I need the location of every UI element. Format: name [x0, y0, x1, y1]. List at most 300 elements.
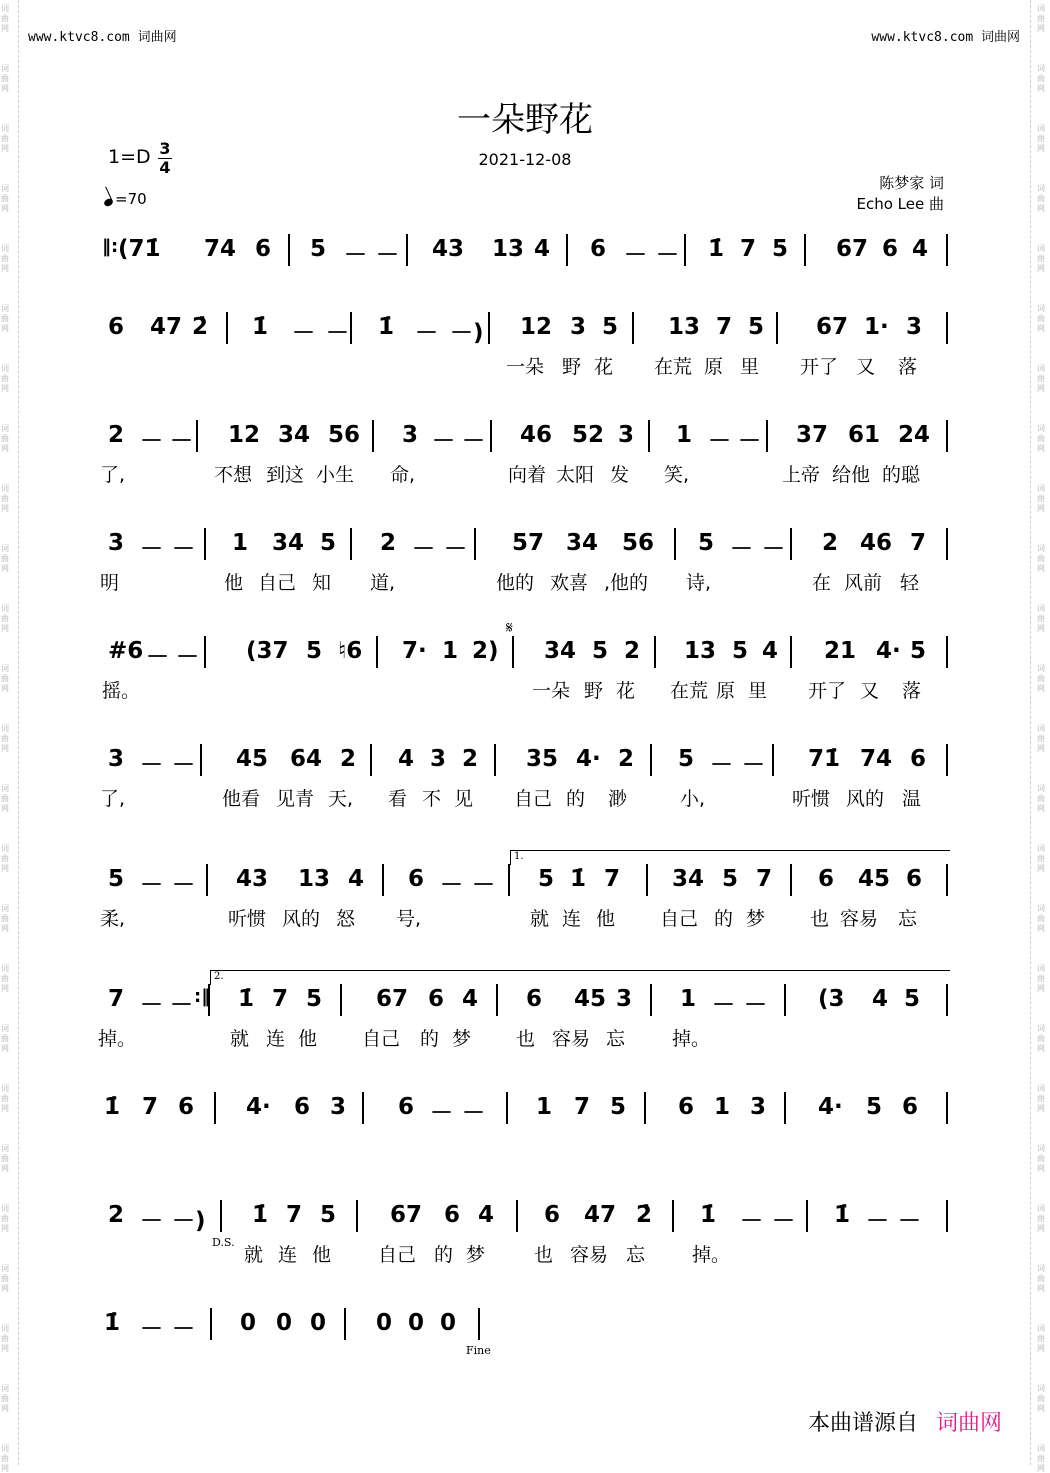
watermark-char: 网 [1, 1284, 9, 1293]
barline [684, 234, 686, 266]
lyric-word: 也 [516, 1028, 536, 1050]
note: 2 [624, 638, 641, 664]
note: 74 [860, 746, 893, 772]
barline [372, 420, 374, 452]
note: 5 [910, 638, 927, 664]
lyric-word: 野 [562, 356, 582, 378]
note: － [140, 428, 163, 454]
note: 2) [472, 638, 499, 664]
note: 3 [618, 422, 635, 448]
watermark-char: 词 [1, 304, 9, 313]
note: 46 [520, 422, 553, 448]
note: 2̇ [636, 1202, 653, 1228]
lyric-word: 也 [810, 908, 830, 930]
note: 3 [402, 422, 419, 448]
watermark-char: 词 [1037, 964, 1045, 973]
note: 5 [310, 236, 327, 262]
barline [946, 528, 948, 560]
lyric-word: 看 [388, 788, 408, 810]
watermark-char: 词 [1, 484, 9, 493]
barline [488, 312, 490, 344]
lyric-row [0, 460, 1050, 490]
watermark-char: 网 [1037, 1344, 1045, 1353]
watermark-char: 曲 [1, 494, 9, 503]
note: － [898, 1208, 921, 1234]
watermark-char: 词 [1, 1084, 9, 1093]
lyric-word: 风的 [846, 788, 885, 810]
note: 5 [722, 866, 739, 892]
watermark-char: 词 [1037, 1084, 1045, 1093]
barline [946, 312, 948, 344]
watermark-char: 网 [1037, 924, 1045, 933]
watermark-char: 曲 [1, 854, 9, 863]
lyric-word: 上帝 [782, 464, 821, 486]
note: 6 [882, 236, 899, 262]
watermark-char: 网 [1, 744, 9, 753]
watermark-char: 词 [1037, 1204, 1045, 1213]
lyric-word: 不 [422, 788, 442, 810]
note-row [0, 1310, 1050, 1350]
note: 34 [278, 422, 311, 448]
watermark-char: 词 [1037, 1324, 1045, 1333]
lyric-word: 野 [584, 680, 604, 702]
watermark-char: 网 [1, 264, 9, 273]
lyric-word: 小, [680, 788, 706, 810]
note: (3 [818, 986, 845, 1012]
note: － [738, 428, 761, 454]
ds-mark: D.S. [212, 1236, 235, 1249]
note: 4· [876, 638, 901, 664]
time-signature [158, 140, 172, 177]
watermark-char: 词 [1037, 244, 1045, 253]
watermark-char: 曲 [1037, 134, 1045, 143]
lyric-word: 忘 [626, 1244, 646, 1266]
note: 5 [698, 530, 715, 556]
lyric-word: 就 [230, 1028, 250, 1050]
watermark-char: 网 [1, 1164, 9, 1173]
note: 67 [390, 1202, 423, 1228]
note: － [140, 752, 163, 778]
note: 56 [622, 530, 655, 556]
lyric-word: 道, [370, 572, 396, 594]
barline [210, 1308, 212, 1340]
watermark-char: 曲 [1, 134, 9, 143]
watermark-char: 词 [1, 4, 9, 13]
note: 1̇ [238, 986, 255, 1012]
lyric-word: 他 [224, 572, 244, 594]
barline [946, 1200, 948, 1232]
footer-brand-link[interactable]: 词曲网 [935, 1411, 1002, 1436]
note: － [432, 428, 455, 454]
barline [226, 312, 228, 344]
note: 7 [604, 866, 621, 892]
watermark-char: 词 [1037, 544, 1045, 553]
watermark-char: 词 [1, 424, 9, 433]
watermark-char: 网 [1, 1344, 9, 1353]
note: － [656, 242, 679, 268]
watermark-char: 词 [1, 124, 9, 133]
watermark-char: 网 [1037, 624, 1045, 633]
barline [790, 636, 792, 668]
watermark-char: 网 [1, 24, 9, 33]
note: 2 [380, 530, 397, 556]
note: 13 [684, 638, 717, 664]
note: － [170, 992, 193, 1018]
barline [784, 1092, 786, 1124]
note: 52 [572, 422, 605, 448]
note: 6 [108, 314, 125, 340]
watermark-char: 曲 [1037, 914, 1045, 923]
note: ♮6 [338, 638, 363, 664]
note: － [624, 242, 647, 268]
note: － [866, 1208, 889, 1234]
note: 67 [376, 986, 409, 1012]
lyricist-credit: 陈梦家 词 [879, 174, 944, 192]
note: 5 [320, 530, 337, 556]
barline [566, 234, 568, 266]
note: － [412, 536, 435, 562]
note: 5 [306, 986, 323, 1012]
watermark-char: 网 [1, 1404, 9, 1413]
note: 7 [574, 1094, 591, 1120]
watermark-char: 词 [1, 904, 9, 913]
barline [946, 636, 948, 668]
barline [340, 984, 342, 1016]
barline [516, 1200, 518, 1232]
lyric-word: 掉。 [98, 1028, 137, 1050]
watermark-char: 曲 [1, 614, 9, 623]
note: 6 [902, 1094, 919, 1120]
site-url-left[interactable]: www.ktvc8.com 词曲网 [28, 30, 177, 45]
note: 6 [178, 1094, 195, 1120]
watermark-char: 曲 [1, 1334, 9, 1343]
watermark-char: 网 [1037, 804, 1045, 813]
barline [672, 1200, 674, 1232]
note: － [744, 992, 767, 1018]
note: 3 [616, 986, 633, 1012]
note: 2 [462, 746, 479, 772]
watermark-char: 曲 [1037, 1034, 1045, 1043]
barline [362, 1092, 364, 1124]
watermark-char: 曲 [1, 254, 9, 263]
lyric-word: 花 [616, 680, 636, 702]
note: 34 [672, 866, 705, 892]
volta-2: 2. [210, 970, 950, 985]
note: 7 [286, 1202, 303, 1228]
note: 1̇ [104, 1310, 121, 1336]
note: 3 [750, 1094, 767, 1120]
watermark-char: 曲 [1, 554, 9, 563]
lyric-word: 容易 [840, 908, 879, 930]
lyric-word: 连 [562, 908, 582, 930]
note: 1̇ [700, 1202, 717, 1228]
note: 6 [906, 866, 923, 892]
barline [506, 1092, 508, 1124]
watermark-char: 词 [1, 544, 9, 553]
lyric-row [0, 904, 1050, 934]
note: 2 [108, 422, 125, 448]
note: 6 [428, 986, 445, 1012]
note: 4 [462, 986, 479, 1012]
note: 1 [442, 638, 459, 664]
watermark-char: 曲 [1037, 734, 1045, 743]
watermark-char: 网 [1037, 264, 1045, 273]
watermark-char: 词 [1, 1204, 9, 1213]
watermark-char: 曲 [1037, 1094, 1045, 1103]
note-row [0, 866, 1050, 906]
note: 4 [478, 1202, 495, 1228]
lyric-word: 天, [328, 788, 354, 810]
note: 56 [328, 422, 361, 448]
barline [644, 1092, 646, 1124]
note: 7 [142, 1094, 159, 1120]
watermark-char: 词 [1037, 1024, 1045, 1033]
note: 3 [906, 314, 923, 340]
watermark-char: 网 [1037, 1284, 1045, 1293]
barline [494, 744, 496, 776]
note: － [462, 428, 485, 454]
note: 5 [602, 314, 619, 340]
note: 1̇ [104, 1094, 121, 1120]
watermark-char: 网 [1037, 1164, 1045, 1173]
lyric-word: 温 [902, 788, 922, 810]
lyric-word: 他 [312, 1244, 332, 1266]
lyric-word: 了, [100, 788, 126, 810]
watermark-char: 网 [1037, 1104, 1045, 1113]
lyric-word: 自己 [258, 572, 297, 594]
watermark-char: 网 [1, 564, 9, 573]
watermark-char: 曲 [1, 1154, 9, 1163]
note: 3 [108, 530, 125, 556]
lyric-word: 小生 [316, 464, 355, 486]
watermark-char: 曲 [1037, 794, 1045, 803]
watermark-char: 词 [1037, 364, 1045, 373]
barline [946, 864, 948, 896]
note: 1 [714, 1094, 731, 1120]
watermark-char: 网 [1, 444, 9, 453]
lyric-word: 的 [420, 1028, 440, 1050]
note: 7· [402, 638, 427, 664]
note: 37 [796, 422, 829, 448]
note: 6 [444, 1202, 461, 1228]
time-signature-bottom: 4 [159, 158, 171, 177]
lyric-word: 见青 [276, 788, 315, 810]
barline [650, 984, 652, 1016]
note: 71̇ [808, 746, 841, 772]
watermark-char: 词 [1037, 604, 1045, 613]
lyric-word: 摇。 [102, 680, 141, 702]
watermark-char: 曲 [1, 374, 9, 383]
watermark-char: 词 [1, 844, 9, 853]
note: 6 [678, 1094, 695, 1120]
watermark-char: 词 [1, 664, 9, 673]
watermark-char: 词 [1, 364, 9, 373]
lyric-word: 的 [566, 788, 586, 810]
note: － [140, 536, 163, 562]
lyric-word: 的 [434, 1244, 454, 1266]
lyric-word: 风前 [844, 572, 883, 594]
watermark-char: 网 [1037, 504, 1045, 513]
lyric-word: 的 [714, 908, 734, 930]
watermark-char: 词 [1, 64, 9, 73]
watermark-char: 词 [1037, 664, 1045, 673]
lyric-word: 笑, [664, 464, 690, 486]
note: 1 [680, 986, 697, 1012]
watermark-char: 曲 [1, 974, 9, 983]
watermark-char: 网 [1037, 684, 1045, 693]
watermark-char: 网 [1, 144, 9, 153]
barline [490, 420, 492, 452]
lyric-word: 也 [534, 1244, 554, 1266]
lyric-word: 容易 [552, 1028, 591, 1050]
note: 6 [910, 746, 927, 772]
watermark-char: 曲 [1037, 1394, 1045, 1403]
lyric-word: 忘 [898, 908, 918, 930]
lyric-word: 向着 [508, 464, 547, 486]
watermark-char: 曲 [1037, 974, 1045, 983]
note: － [172, 1316, 195, 1342]
watermark-char: 词 [1, 244, 9, 253]
lyric-word: 梦 [452, 1028, 472, 1050]
note: #6 [108, 638, 144, 664]
watermark-char: 网 [1037, 384, 1045, 393]
note: 4 [872, 986, 889, 1012]
note: 4 [348, 866, 365, 892]
tempo-marking [104, 190, 147, 208]
quarter-note-icon [103, 197, 114, 207]
lyric-word: 掉。 [692, 1244, 731, 1266]
watermark-char: 网 [1037, 1464, 1045, 1473]
lyric-word: 知 [312, 572, 332, 594]
note: 5 [320, 1202, 337, 1228]
note: 5 [306, 638, 323, 664]
barline [632, 312, 634, 344]
lyric-word: 忘 [606, 1028, 626, 1050]
note: 7 [740, 236, 757, 262]
note: － [170, 428, 193, 454]
lyric-word: 又 [856, 356, 876, 378]
lyric-word: 了, [100, 464, 126, 486]
watermark-char: 曲 [1037, 194, 1045, 203]
note-row [0, 1094, 1050, 1134]
note: 67 [836, 236, 869, 262]
lyric-word: 开了 [808, 680, 847, 702]
watermark-char: 词 [1037, 724, 1045, 733]
watermark-char: 词 [1, 1324, 9, 1333]
time-signature-top: 3 [159, 139, 171, 158]
note: 1̇ [252, 314, 269, 340]
barline [200, 744, 202, 776]
lyric-word: 号, [396, 908, 422, 930]
note: － [140, 872, 163, 898]
watermark-char: 词 [1, 784, 9, 793]
watermark-char: 曲 [1037, 1214, 1045, 1223]
note: 12 [520, 314, 553, 340]
lyric-word: 命, [390, 464, 416, 486]
note: 5 [108, 866, 125, 892]
barline [806, 1200, 808, 1232]
watermark-char: 网 [1, 84, 9, 93]
note: － [326, 320, 349, 346]
footer-source-text: 本曲谱源自 [807, 1411, 918, 1436]
watermark-char: 曲 [1, 914, 9, 923]
watermark-char: 网 [1, 324, 9, 333]
note: 6 [398, 1094, 415, 1120]
barline [204, 528, 206, 560]
barline [512, 636, 514, 668]
song-date: 2021-12-08 [478, 150, 572, 169]
site-url-right[interactable]: www.ktvc8.com 词曲网 [871, 30, 1020, 45]
watermark-char: 词 [1, 1384, 9, 1393]
note: 46 [860, 530, 893, 556]
watermark-char: 网 [1, 1224, 9, 1233]
note-row [0, 422, 1050, 462]
note: 1· [864, 314, 889, 340]
lyric-word: 就 [244, 1244, 264, 1266]
note: 5 [592, 638, 609, 664]
note: (37 [246, 638, 289, 664]
note: 4 [398, 746, 415, 772]
note: 2̇ [192, 314, 209, 340]
note: 5 [866, 1094, 883, 1120]
note: 45 [236, 746, 269, 772]
barline [474, 528, 476, 560]
barline [946, 984, 948, 1016]
watermark-char: 网 [1, 924, 9, 933]
watermark-char: 网 [1, 504, 9, 513]
watermark-char: 词 [1037, 1444, 1045, 1453]
note: 3 [330, 1094, 347, 1120]
lyric-word: 落 [902, 680, 922, 702]
watermark-char: 网 [1, 1104, 9, 1113]
watermark-char: 曲 [1037, 614, 1045, 623]
watermark-char: 网 [1, 204, 9, 213]
watermark-char: 曲 [1, 734, 9, 743]
barline [214, 1092, 216, 1124]
key-signature: 1=D [108, 146, 151, 168]
watermark-char: 词 [1, 1264, 9, 1273]
barline [478, 1308, 480, 1340]
note-row [0, 530, 1050, 570]
watermark-char: 词 [1037, 304, 1045, 313]
watermark-char: 曲 [1037, 674, 1045, 683]
note: 1 [676, 422, 693, 448]
watermark-char: 网 [1037, 324, 1045, 333]
barline [766, 420, 768, 452]
watermark-char: 曲 [1, 194, 9, 203]
note: －) [450, 320, 484, 346]
lyric-word: 开了 [800, 356, 839, 378]
watermark-char: 曲 [1037, 1334, 1045, 1343]
note: － [140, 1208, 163, 1234]
barline [370, 744, 372, 776]
note: 2 [340, 746, 357, 772]
barline [204, 636, 206, 668]
repeat-end-sign: :‖ [194, 986, 211, 1007]
watermark-char: 网 [1, 984, 9, 993]
watermark-char: 曲 [1037, 434, 1045, 443]
note: 6 [818, 866, 835, 892]
watermark-char: 词 [1037, 124, 1045, 133]
watermark-char: 网 [1037, 144, 1045, 153]
lyric-word: 就 [530, 908, 550, 930]
note: 61 [848, 422, 881, 448]
note: 4 [762, 638, 779, 664]
note: 1 [536, 1094, 553, 1120]
note: 13 [668, 314, 701, 340]
lyric-word: 听惯 [792, 788, 831, 810]
note: － [762, 536, 785, 562]
